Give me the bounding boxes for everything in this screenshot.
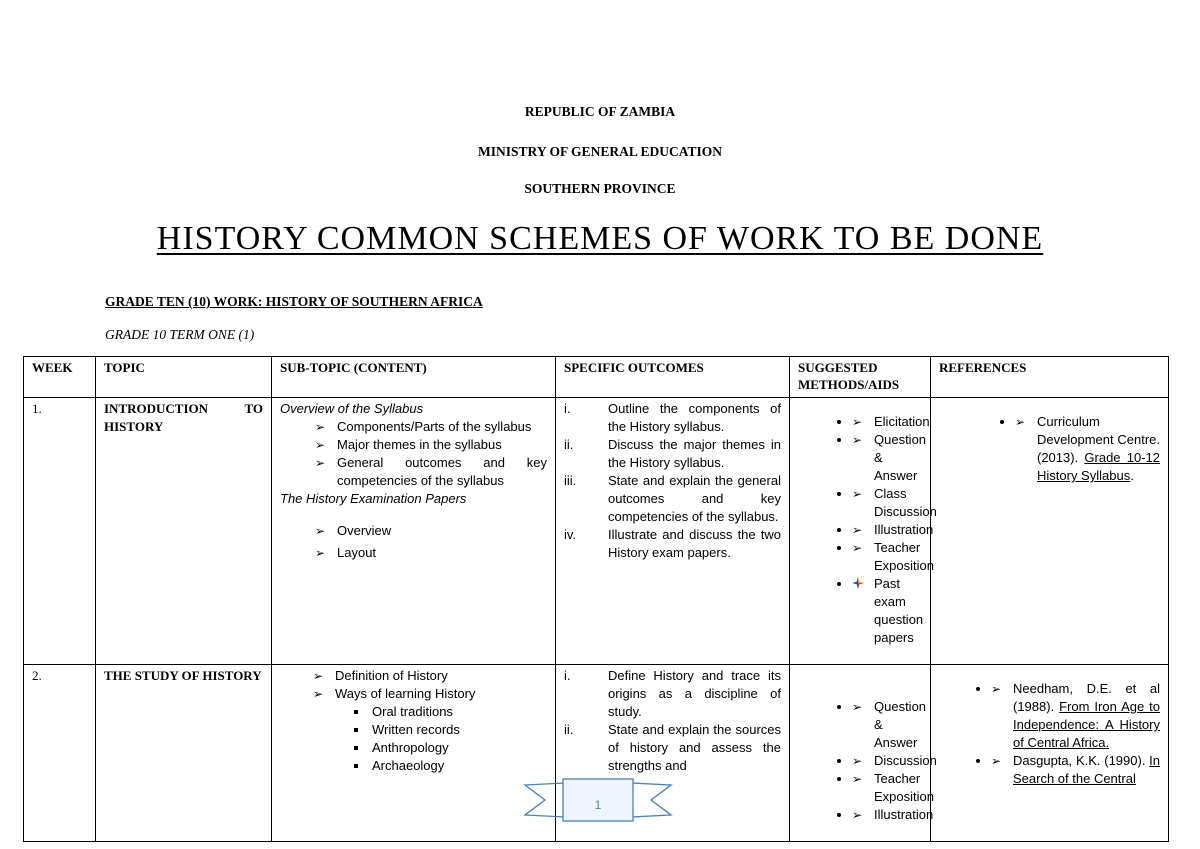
outcome-number: i. <box>564 668 571 683</box>
list-item: ➢ • Class Discussion <box>852 485 922 521</box>
outcome-text: Discuss the major themes in the History syllabus. <box>608 437 781 470</box>
column-header-outcomes: SPECIFIC OUTCOMES <box>556 357 790 398</box>
topic-cell: INTRODUCTION TO HISTORY <box>96 398 272 665</box>
reference-title: In Search of the Central <box>1013 753 1160 786</box>
table-header-row <box>24 357 1169 398</box>
method-text: • Past exam question papers <box>874 576 924 645</box>
methods-list <box>790 413 937 647</box>
list-item <box>564 472 781 526</box>
list-item: Oral traditions <box>350 703 547 721</box>
week-cell: 2. <box>24 665 96 842</box>
methods-list <box>790 698 937 824</box>
week-cell: 1. <box>24 398 96 665</box>
subtopic-bullets <box>280 703 547 775</box>
republic-heading: REPUBLIC OF ZAMBIA <box>524 104 676 119</box>
subtopic-heading: Overview of the Syllabus <box>280 401 424 416</box>
list-item: ➢ • Question & Answer <box>852 431 922 485</box>
outcome-number: iii. <box>564 473 577 488</box>
subtopic-list <box>280 418 547 490</box>
outcome-text: Illustrate and discuss the two History exam papers. <box>608 527 781 560</box>
list-item: ➢ • Teacher Exposition <box>852 770 922 806</box>
list-item: ➢ Definition of History <box>313 667 547 685</box>
methods-cell <box>790 398 937 665</box>
references-list <box>929 680 1160 788</box>
list-item: ➢ Layout <box>315 544 547 562</box>
outcome-text: Outline the components of the History syllabus. <box>608 401 781 434</box>
list-item <box>991 752 1160 788</box>
list-item <box>991 680 1160 752</box>
list-item: ➢ • Illustration <box>852 806 922 824</box>
list-item <box>564 400 781 436</box>
list-item: ➢ • Illustration <box>852 521 922 539</box>
list-item: ➢ Ways of learning History <box>313 685 547 703</box>
methods-cell <box>790 665 937 842</box>
references-cell <box>931 398 1169 665</box>
outcome-text: Define History and trace its origins as a discipline of study. <box>608 668 781 719</box>
subtopic-list <box>278 667 547 703</box>
list-item: Anthropology <box>350 739 547 757</box>
subtopic-cell <box>272 665 556 842</box>
list-item: ➢ • Question & Answer <box>852 698 922 752</box>
subtopic-heading: The History Examination Papers <box>280 491 467 506</box>
ministry-heading: MINISTRY OF GENERAL EDUCATION <box>478 144 722 159</box>
column-header-subtopic: SUB-TOPIC (CONTENT) <box>272 357 556 398</box>
reference-title: Grade 10-12 History Syllabus <box>1037 450 1160 483</box>
list-item <box>1015 413 1160 485</box>
list-item: ➢ • Discussion <box>852 752 922 770</box>
document-title: HISTORY COMMON SCHEMES OF WORK TO BE DONE <box>156 220 1044 257</box>
outcomes-list <box>564 400 781 562</box>
outcome-number: iv. <box>564 527 577 542</box>
outcomes-list <box>564 667 781 775</box>
page-number: 1 <box>594 798 602 812</box>
grade-heading: GRADE TEN (10) WORK: HISTORY OF SOUTHERN AFRICA <box>105 294 483 309</box>
list-item: ➢ • Teacher Exposition <box>852 539 922 575</box>
reference-text: Curriculum Development Centre. (2013). <box>1037 414 1160 465</box>
list-item: Archaeology <box>350 757 547 775</box>
list-item: Written records <box>350 721 547 739</box>
table-row <box>24 398 1169 665</box>
column-header-week: WEEK <box>24 357 96 398</box>
list-item <box>564 667 781 721</box>
province-heading: SOUTHERN PROVINCE <box>524 181 676 196</box>
outcomes-cell <box>556 398 790 665</box>
list-item: ➢ General outcomes and key competencies of the syllabus <box>315 454 547 490</box>
outcome-number: i. <box>564 401 571 416</box>
outcome-text: State and explain the general outcomes and key competencies of the syllabus. <box>608 473 781 524</box>
list-item <box>852 575 922 647</box>
list-item: ➢ • Elicitation <box>852 413 922 431</box>
star-bullet-icon <box>852 577 864 589</box>
column-header-methods: SUGGESTED METHODS/AIDS <box>790 357 931 398</box>
reference-title: From Iron Age to Independence: A History of Central Africa. <box>1013 699 1160 750</box>
topic-text: THE STUDY OF HISTORY <box>104 668 262 683</box>
reference-text: Dasgupta, K.K. (1990). <box>1013 753 1150 768</box>
outcome-number: ii. <box>564 437 574 452</box>
list-item <box>564 526 781 562</box>
outcome-text: State and explain the sources of history and assess the strengths and <box>608 722 781 773</box>
list-item <box>564 436 781 472</box>
topic-cell <box>96 665 272 842</box>
scheme-table <box>23 356 1169 842</box>
list-item <box>564 721 781 775</box>
subtopic-list <box>280 522 547 562</box>
references-list <box>953 413 1160 485</box>
reference-text: Needham, D.E. et al (1988). <box>1013 681 1160 714</box>
list-item: ➢ Overview <box>315 522 547 540</box>
term-heading: GRADE 10 TERM ONE (1) <box>105 327 255 342</box>
reference-end: . <box>1130 468 1134 483</box>
outcome-number: ii. <box>564 722 574 737</box>
list-item: ➢ Major themes in the syllabus <box>315 436 547 454</box>
column-header-references: REFERENCES <box>931 357 1169 398</box>
subtopic-cell <box>272 398 556 665</box>
list-item: ➢ Components/Parts of the syllabus <box>315 418 547 436</box>
references-cell <box>931 665 1169 842</box>
column-header-topic: TOPIC <box>96 357 272 398</box>
